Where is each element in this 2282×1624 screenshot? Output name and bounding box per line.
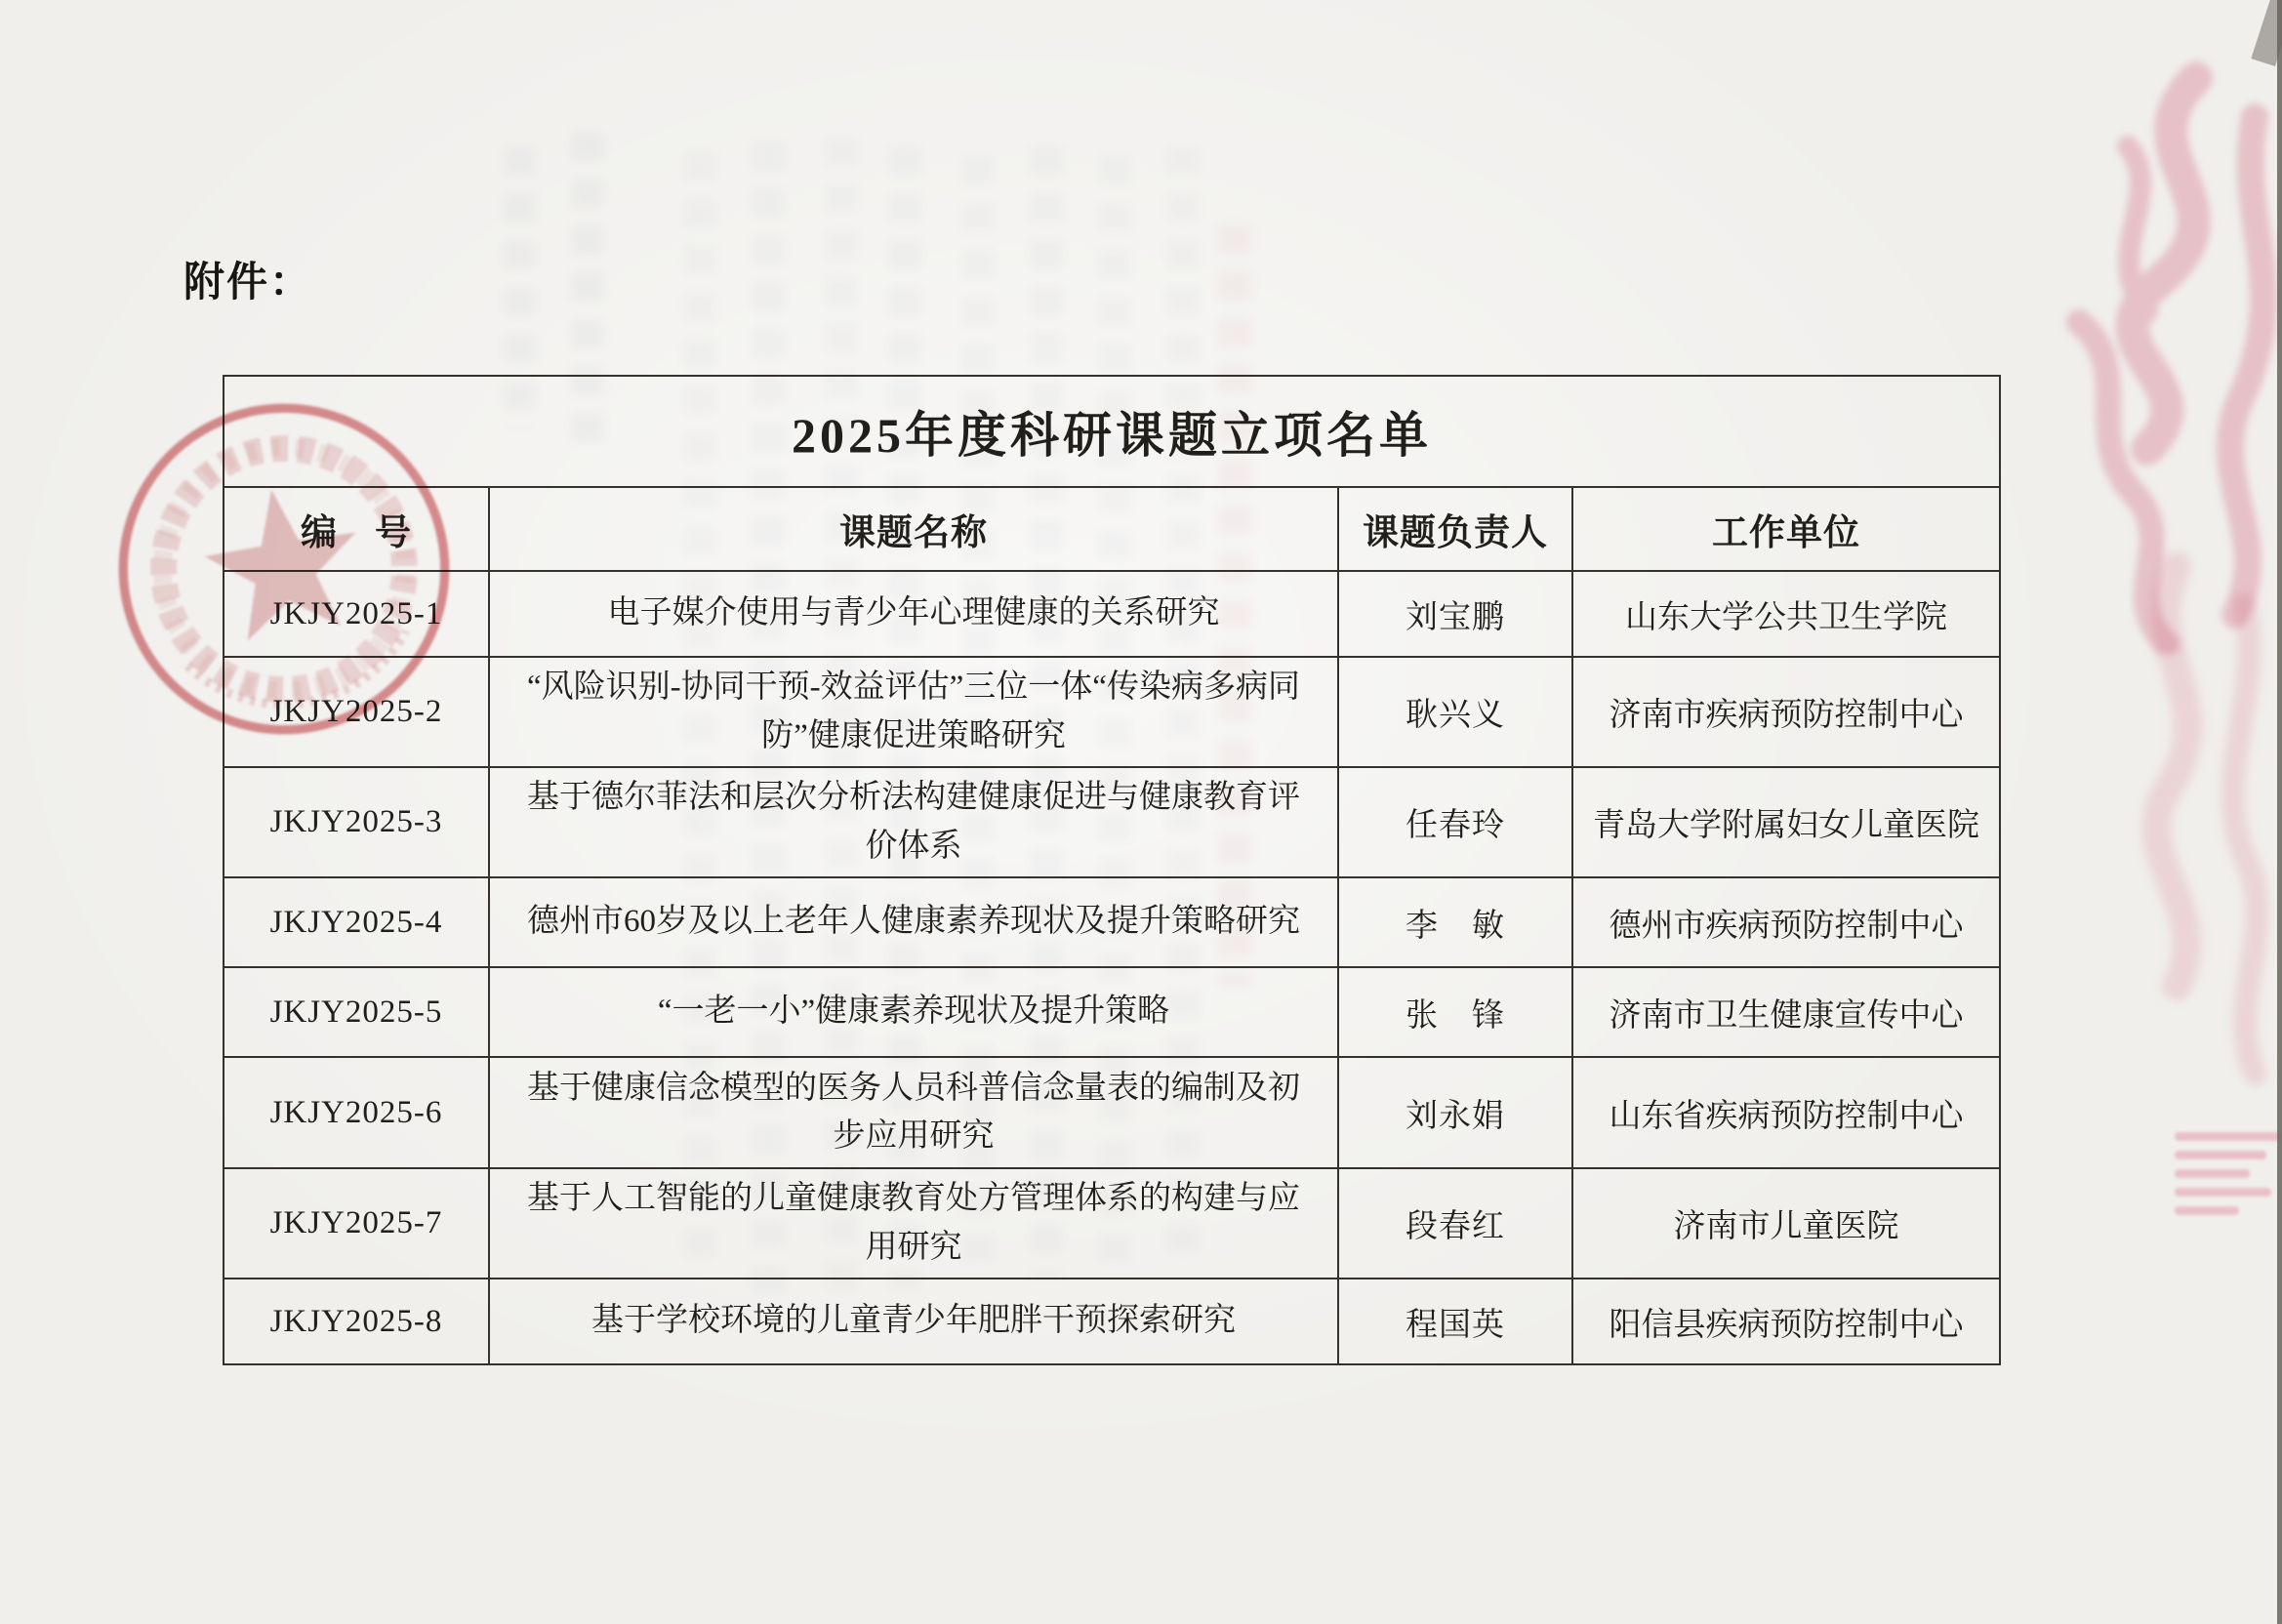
project-id: JKJY2025-4 [224,877,489,967]
project-id: JKJY2025-7 [224,1168,489,1279]
project-org: 德州市疾病预防控制中心 [1572,877,2000,967]
project-name: 基于健康信念模型的医务人员科普信念量表的编制及初步应用研究 [489,1057,1338,1168]
project-org: 济南市儿童医院 [1572,1168,2000,1279]
table-row [224,1168,2000,1279]
project-name: 德州市60岁及以上老年人健康素养现状及提升策略研究 [489,877,1338,967]
table-row [224,657,2000,767]
project-name: 电子媒介使用与青少年心理健康的关系研究 [489,571,1338,657]
table-title: 2025年度科研课题立项名单 [224,376,2000,487]
project-approval-table [223,375,2001,1365]
column-header-org: 工作单位 [1572,487,2000,571]
project-id: JKJY2025-6 [224,1057,489,1168]
project-leader: 段春红 [1338,1168,1572,1279]
project-org: 山东大学公共卫生学院 [1572,571,2000,657]
project-name: “风险识别-协同干预-效益评估”三位一体“传染病多病同防”健康促进策略研究 [489,657,1338,767]
project-org: 济南市卫生健康宣传中心 [1572,967,2000,1057]
table-row [224,1279,2000,1364]
table-row [224,1057,2000,1168]
attachment-label: 附件： [183,259,313,304]
column-header-id: 编 号 [224,487,489,571]
project-org: 济南市疾病预防控制中心 [1572,657,2000,767]
table-header-row [224,487,2000,571]
pink-text-block [2175,1122,2282,1225]
project-leader: 程国英 [1338,1279,1572,1364]
column-header-name: 课题名称 [489,487,1338,571]
project-org: 青岛大学附属妇女儿童医院 [1572,767,2000,877]
table-row [224,877,2000,967]
table-row [224,767,2000,877]
project-id: JKJY2025-8 [224,1279,489,1364]
project-leader: 张 锋 [1338,967,1572,1057]
scan-corner-artifact [2251,0,2282,66]
project-org: 阳信县疾病预防控制中心 [1572,1279,2000,1364]
project-id: JKJY2025-2 [224,657,489,767]
project-leader: 李 敏 [1338,877,1572,967]
project-leader: 耿兴义 [1338,657,1572,767]
project-org: 山东省疾病预防控制中心 [1572,1057,2000,1168]
project-name: “一老一小”健康素养现状及提升策略 [489,967,1338,1057]
project-name: 基于人工智能的儿童健康教育处方管理体系的构建与应用研究 [489,1168,1338,1279]
project-id: JKJY2025-5 [224,967,489,1057]
project-leader: 刘宝鹏 [1338,571,1572,657]
project-name: 基于德尔菲法和层次分析法构建健康促进与健康教育评价体系 [489,767,1338,877]
scan-edge-artifact [2277,0,2282,1624]
column-header-leader: 课题负责人 [1338,487,1572,571]
table-row [224,967,2000,1057]
table-title-row [224,376,2000,487]
project-id: JKJY2025-3 [224,767,489,877]
table-row [224,571,2000,657]
project-name: 基于学校环境的儿童青少年肥胖干预探索研究 [489,1279,1338,1364]
project-leader: 刘永娟 [1338,1057,1572,1168]
project-leader: 任春玲 [1338,767,1572,877]
project-id: JKJY2025-1 [224,571,489,657]
pink-watermark-mid-right [2040,547,2282,1093]
